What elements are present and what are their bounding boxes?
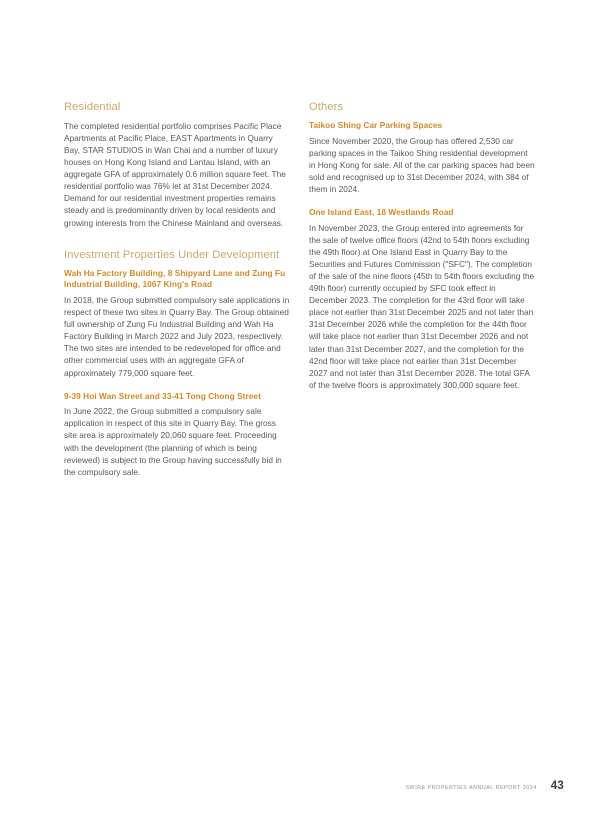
taikoo-shing-car-parking-paragraph: Since November 2020, the Group has offered 2,530 car parking spaces in the Taikoo Shing residential development in Hong Kong for sale. All of the car parking spaces had been sold and recognised up to 31st December 2024, with 384 of them in 2024.: [309, 135, 535, 195]
subheading-taikoo-shing-car-parking: Taikoo Shing Car Parking Spaces: [309, 120, 443, 130]
subheading-one-island-east: One Island East, 18 Westlands Road: [309, 207, 454, 218]
investment-properties-section: [64, 248, 291, 379]
one-island-east-paragraph: In November 2023, the Group entered into agreements for the sale of twelve office floors (42nd to 54th floors excluding the 49th floor) at One Island East in Quarry Bay to the Securities and Futures Commission ("SFC"). The completion of the sale of the nine floors (45th to 54th floors excluding the 49th floor) currently occupied by SFC took effect in December 2023. The completion for the 43rd floor will take place not earlier than 31st December 2025 and not later than 31st December 2026 while the completion for the 44th floor will take place not earlier than 31st December 2026 and not later than 31st December 2027, and the completion for the 42nd floor will take place not earlier than 31st December 2027 and not later than 31st December 2028. The total GFA of the twelve floors is approximately 300,000 square feet.: [309, 222, 535, 390]
residential-paragraph: The completed residential portfolio comprises Pacific Place Apartments at Pacific Place, EAST Apartments in Quarry Bay, STAR STUDIOS in Wan Chai and a number of luxury houses on Hong Kong Island and Lantau Island, with an aggregate GFA of approximately 0.6 million square feet. The residential portfolio was 76% let at 31st December 2024. Demand for our residential investment properties remains steady and is predominantly driven by local residents and growing interests from the Chinese Mainland and overseas.: [64, 121, 286, 228]
left-column: [64, 100, 291, 478]
two-column-layout: [64, 100, 536, 478]
section-heading-investment-properties: Investment Properties Under Development: [64, 248, 280, 261]
page-footer: [0, 781, 600, 799]
wah-ha-zung-fu-paragraph: In 2018, the Group submitted compulsory sale applications in respect of these two sites in Quarry Bay. The Group obtained full ownership of Zung Fu Industrial Building and Wah Ha Factory Building in March 2022 and July 2023, respectively. The two sites are intended to be redeveloped for office and other commercial uses with an aggregate GFA of approximately 779,000 square feet.: [64, 295, 290, 378]
footer-page-number: 43: [550, 780, 564, 792]
residential-section: [64, 100, 291, 229]
subheading-wah-ha-zung-fu: Wah Ha Factory Building, 8 Shipyard Lane and Zung Fu Industrial Building, 1067 King's Road: [64, 267, 286, 290]
section-heading-others: Others: [309, 101, 344, 113]
others-section: [309, 100, 536, 195]
footer-report-label: SWIRE PROPERTIES ANNUAL REPORT 2024: [405, 785, 537, 791]
subheading-hoi-wan-tong-chong: 9-39 Hoi Wan Street and 33-41 Tong Chong Street: [64, 390, 261, 401]
hoi-wan-tong-chong-paragraph: In June 2022, the Group submitted a compulsory sale application in respect of this site in Quarry Bay. The gross site area is approximately 20,060 square feet. Proceeding with the development (the planning of which is being reviewed) is subject to the Group having successfully bid in the compulsory sale.: [64, 406, 282, 477]
section-spacer: [64, 229, 291, 248]
one-island-east-section: [309, 207, 536, 391]
hoi-wan-tong-chong-section: [64, 391, 291, 478]
right-column: [309, 100, 536, 391]
block-spacer: [64, 379, 291, 391]
page-title-residential: Residential: [64, 101, 121, 113]
block-spacer: [309, 195, 536, 207]
